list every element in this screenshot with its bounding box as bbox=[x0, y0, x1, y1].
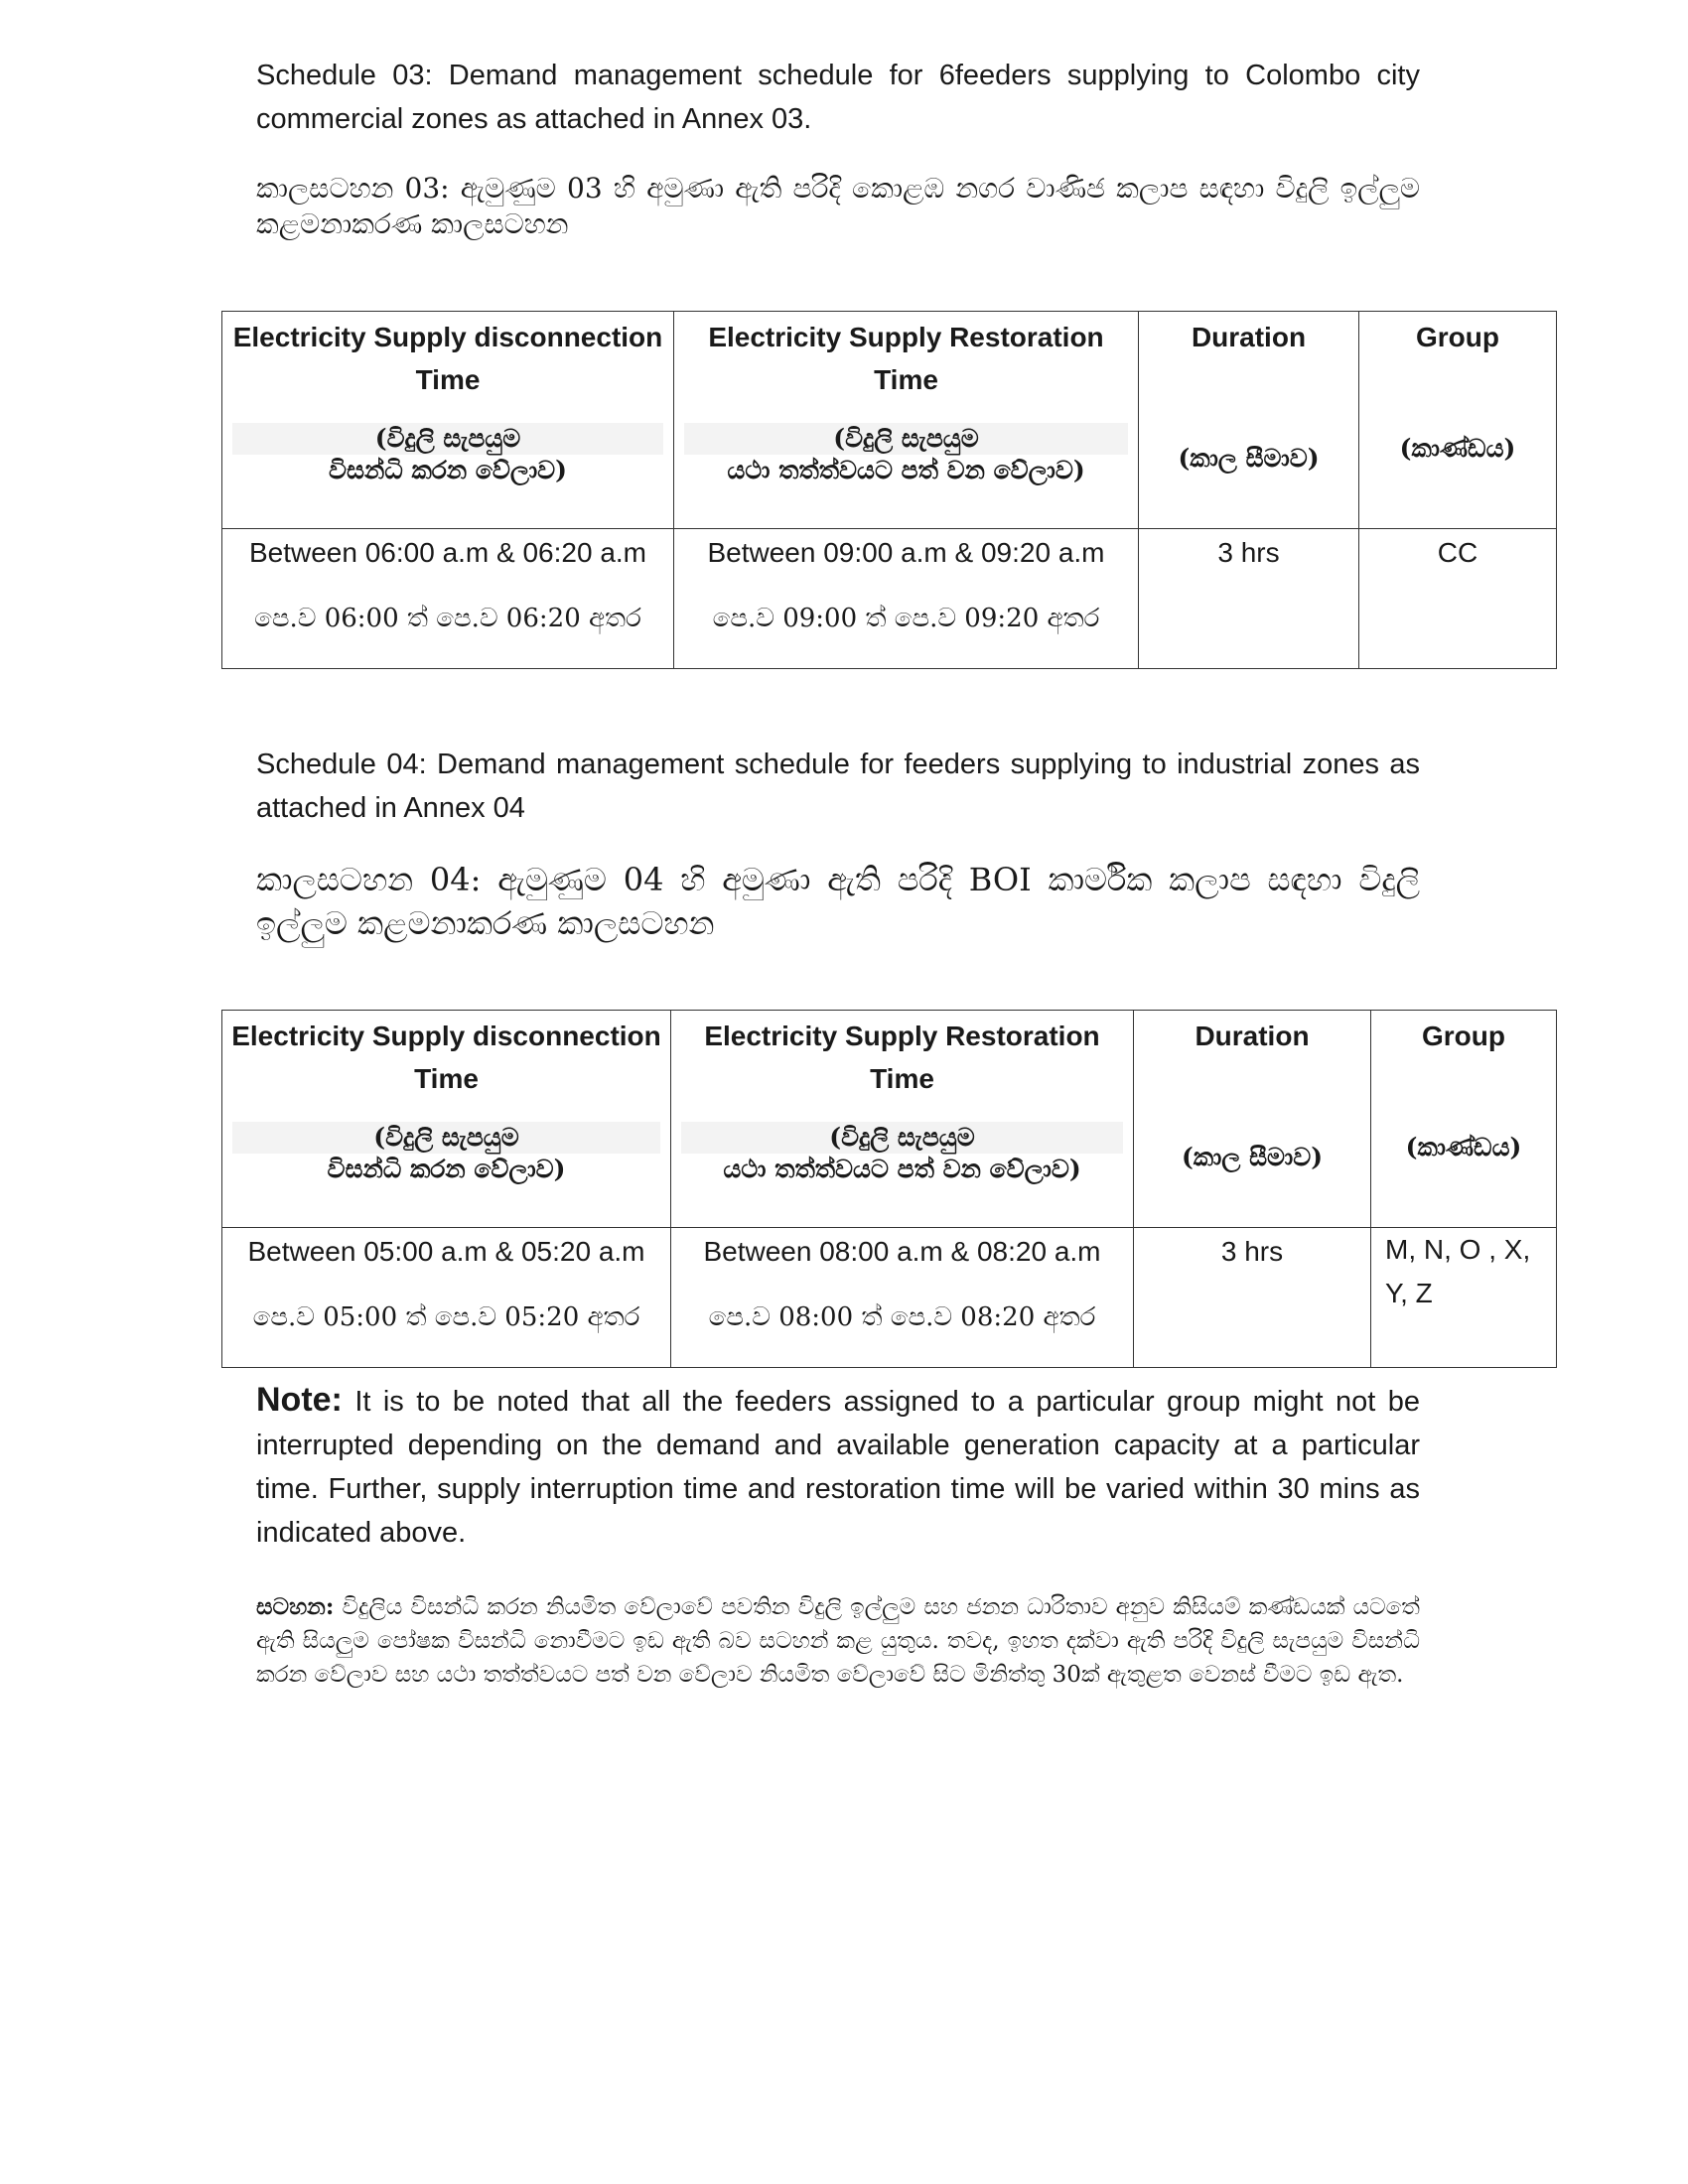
header-title: Electricity Supply disconnection Time bbox=[232, 322, 663, 395]
table-row bbox=[222, 529, 1557, 669]
header-group bbox=[1371, 1011, 1557, 1228]
header-disconnection-time bbox=[222, 1011, 671, 1228]
header-title: Electricity Supply disconnection Time bbox=[231, 1021, 661, 1094]
group-cell: M, N, O , X, Y, Z bbox=[1371, 1228, 1557, 1368]
note-text-si: විදුලිය විසන්ධි කරන නියමිත වේලාවේ පවතින විදුලි ඉල්ලුම සහ ජනන ධාරිතාව අනුව කිසියම් කණ්ඩයක් යටතේ ඇති සියලුම පෝෂක විසන්ධි නොවීමට ඉඩ ඇති බව සටහන් කළ යුතුය. තවද, ඉහත දක්වා ඇති පරිදි විදුලි සැපයුම විසන්ධි කරන වේලාව සහ යථා තත්ත්වයට පත් වන වේලාව නියමිත වේලාවේ සිට මිනිත්තු 30ක් ඇතුළත වෙනස් වීමට ඉඩ ඇත. bbox=[256, 1594, 1420, 1688]
duration-cell: 3 hrs bbox=[1134, 1228, 1371, 1368]
note-en bbox=[256, 1378, 1420, 1555]
schedule4-heading-en: Schedule 04: Demand management schedule for feeders supplying to industrial zones as attached in Annex 04 bbox=[256, 749, 1420, 824]
header-restoration-time bbox=[674, 312, 1139, 529]
header-subtitle-si: (කාල සීමාව) bbox=[1181, 1143, 1324, 1171]
restoration-time-cell: Between 09:00 a.m & 09:20 a.m පෙ.ව 09:00 ත් පෙ.ව 09:20 අතර bbox=[674, 529, 1139, 669]
header-group bbox=[1359, 312, 1557, 529]
header-title: Electricity Supply Restoration Time bbox=[704, 1021, 1100, 1094]
header-subtitle-si: (විදුලි සැපයුම විසන්ධි කරන වේලාව) bbox=[232, 423, 663, 486]
group-cell: CC bbox=[1359, 529, 1557, 669]
header-subtitle-si: (කාණ්ඩය) bbox=[1399, 434, 1516, 463]
header-title: Duration bbox=[1195, 1021, 1310, 1051]
header-subtitle-si: (විදුලි සැපයුම යථා තත්ත්වයට පත් වන වේලාව) bbox=[681, 1122, 1123, 1185]
header-subtitle-si: (කාණ්ඩය) bbox=[1405, 1133, 1522, 1161]
note-text: It is to be noted that all the feeders assigned to a particular group might not be interrupted depending on the demand and available generation capacity at a particular time. Further, supply interruption time and restoration time will be varied within 30 mins as indicated above. bbox=[256, 1386, 1420, 1549]
schedule4-table bbox=[221, 1010, 1557, 1368]
header-subtitle-si: (විදුලි සැපයුම විසන්ධි කරන වේලාව) bbox=[232, 1122, 660, 1185]
header-subtitle-si: (කාල සීමාව) bbox=[1178, 444, 1320, 473]
schedule4-heading-si: කාලසටහන 04: ඇමුණුම 04 හි අමුණා ඇති පරිදි BOI කාර්මික කලාප සඳහා විදුලි ඉල්ලුම කළමනාකරණ කාලසටහන bbox=[256, 861, 1420, 942]
disconnection-time-cell: Between 06:00 a.m & 06:20 a.m පෙ.ව 06:00 ත් පෙ.ව 06:20 අතර bbox=[222, 529, 674, 669]
disconnection-time-cell: Between 05:00 a.m & 05:20 a.m පෙ.ව 05:00 ත් පෙ.ව 05:20 අතර bbox=[222, 1228, 671, 1368]
header-title: Group bbox=[1422, 1021, 1505, 1051]
note-si bbox=[256, 1590, 1420, 1692]
header-disconnection-time bbox=[222, 312, 674, 529]
restoration-time-cell: Between 08:00 a.m & 08:20 a.m පෙ.ව 08:00 ත් පෙ.ව 08:20 අතර bbox=[671, 1228, 1134, 1368]
header-subtitle-si: (විදුලි සැපයුම යථා තත්ත්වයට පත් වන වේලාව) bbox=[684, 423, 1128, 486]
note-label: Note: bbox=[256, 1381, 343, 1419]
schedule3-table bbox=[221, 311, 1557, 669]
table-row bbox=[222, 1228, 1557, 1368]
header-restoration-time bbox=[671, 1011, 1134, 1228]
table-header-row bbox=[222, 1011, 1557, 1228]
header-title: Electricity Supply Restoration Time bbox=[708, 322, 1104, 395]
table-header-row bbox=[222, 312, 1557, 529]
header-title: Group bbox=[1416, 322, 1499, 352]
header-title: Duration bbox=[1191, 322, 1307, 352]
header-duration bbox=[1134, 1011, 1371, 1228]
note-label-si: සටහන: bbox=[256, 1593, 335, 1620]
schedule3-heading-en: Schedule 03: Demand management schedule for 6feeders supplying to Colombo city commercial zones as attached in Annex 03. bbox=[256, 60, 1420, 135]
schedule3-heading-si: කාලසටහන 03: ඇමුණුම 03 හි අමුණා ඇති පරිදි කොළඹ නගර වාණිජ කලාප සඳහා විදුලි ඉල්ලුම කළමනාකරණ කාලසටහන bbox=[256, 172, 1420, 240]
duration-cell: 3 hrs bbox=[1139, 529, 1359, 669]
header-duration bbox=[1139, 312, 1359, 529]
